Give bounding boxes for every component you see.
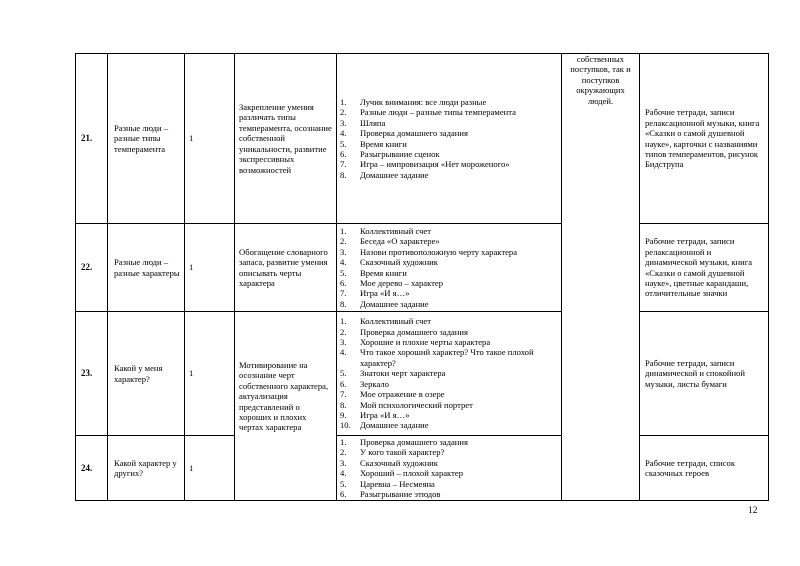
list-item [340,288,558,298]
list-item [340,128,558,138]
list-item-number: 3. [340,337,347,348]
list-item-number: 6. [340,378,347,389]
list-item [340,379,558,389]
list-item-text: Домашнее задание [360,298,429,309]
list-item-number: 3. [340,457,347,468]
list-item-number: 7. [340,389,347,400]
list-item [340,447,558,457]
list-item-text: Домашнее задание [360,169,429,180]
list-item [340,479,558,489]
expected-results: собственных поступков, так и поступков окружающих людей. [562,54,640,501]
list-item-number: 10. [340,420,351,431]
lesson-steps [337,54,562,224]
page-number: 12 [748,506,758,516]
list-item [340,468,558,478]
list-item-text: Проверка домашнего задания [360,128,468,139]
lesson-hours: 1 [185,54,235,224]
list-item-text: Время книги [360,138,407,149]
list-item-number: 3. [340,117,347,128]
list-item-text: Зеркало [360,378,389,389]
list-item-number: 2. [340,107,347,118]
list-item-text: Мое дерево – характер [360,277,444,288]
lesson-materials: Рабочие тетради, записи релаксационной и динамической музыки, книга «Сказки о самой душевной науке», цветные карандаши, отличительные значки [640,224,769,312]
list-item [340,149,558,159]
lesson-plan-table [75,53,769,501]
list-item-number: 6. [340,148,347,159]
lesson-number: 22. [76,224,108,312]
list-item-text: Знатоки черт характера [360,368,446,379]
list-item [340,437,558,447]
list-item-number: 2. [340,236,347,247]
lesson-aim: Закрепление умения различать типы темперамента, осознание собственной уникальности, развитие экспрессивных возможностей [235,54,337,224]
table-row [76,54,769,224]
list-item [340,257,558,267]
list-item-text: Что такое хороший характер? Что такое плохой характер? [360,347,534,368]
list-item-text: Игра – импровизация «Нет мороженого» [360,159,510,170]
list-item-text: Назови противоположную черту характера [360,246,518,257]
list-item [340,327,558,337]
list-item [340,389,558,399]
lesson-materials: Рабочие тетради, записи динамической и спокойной музыки, листы бумаги [640,312,769,436]
list-item [340,368,558,378]
lesson-steps [337,312,562,436]
list-item [340,247,558,257]
list-item-number: 1. [340,96,347,107]
list-item-number: 4. [340,128,347,139]
list-item-number: 4. [340,347,347,358]
lesson-aim: Обогащение словарного запаса, развитие умения описывать черты характера [235,224,337,312]
list-item-text: Разыгрывание сценок [360,148,440,159]
lesson-hours: 1 [185,224,235,312]
table-row [76,312,769,436]
list-item-text: Мое отражение в озере [360,389,445,400]
list-item-text: Разыгрывание этюдов [360,489,441,500]
list-item-text: Сказочный художник [360,457,438,468]
lesson-number: 23. [76,312,108,436]
list-item-number: 6. [340,277,347,288]
lesson-number: 21. [76,54,108,224]
lesson-materials: Рабочие тетради, записи релаксационной музыки, книга «Сказки о самой душевной науке», карточки с названиями типов темпераментов, рисунок Бидструпа [640,54,769,224]
list-item-number: 8. [340,169,347,180]
lesson-materials: Рабочие тетради, список сказочных героев [640,436,769,501]
lesson-topic: Разные люди – разные типы темперамента [108,54,185,224]
list-item-text: Сказочный художник [360,257,438,268]
list-item-number: 8. [340,298,347,309]
list-item-number: 2. [340,326,347,337]
list-item [340,420,558,430]
lesson-aim: Мотивирование на осознание черт собственного характера, актуализация представлений о хороших и плохих чертах характера [235,312,337,501]
list-item-number: 6. [340,489,347,500]
list-item [340,107,558,117]
list-item-number: 5. [340,267,347,278]
list-item-text: Царевна – Несмеяна [360,478,435,489]
lesson-hours: 1 [185,436,235,501]
list-item-text: Хорошие и плохие черты характера [360,337,491,348]
table-row [76,436,769,501]
list-item [340,458,558,468]
list-item-text: Домашнее задание [360,420,429,431]
lesson-number: 24. [76,436,108,501]
list-item [340,347,558,368]
list-item-text: Проверка домашнего задания [360,437,468,447]
list-item-number: 1. [340,316,347,327]
list-item [340,299,558,309]
list-item [340,337,558,347]
list-item [340,316,558,326]
list-item-number: 7. [340,288,347,299]
list-item [340,226,558,236]
list-item-number: 2. [340,447,347,458]
list-item [340,489,558,499]
list-item [340,400,558,410]
list-item-number: 8. [340,399,347,410]
list-item-text: У кого такой характер? [360,447,445,458]
list-item-number: 1. [340,225,347,236]
table-row [76,224,769,312]
lesson-steps [337,436,562,501]
lesson-hours: 1 [185,312,235,436]
lesson-steps [337,224,562,312]
list-item [340,236,558,246]
list-item-number: 4. [340,468,347,479]
list-item-text: Мой психологический портрет [360,399,473,410]
list-item [340,170,558,180]
list-item-text: Коллективный счет [360,316,432,327]
list-item-number: 5. [340,138,347,149]
list-item-text: Шляпа [360,117,386,128]
list-item-text: Коллективный счет [360,225,432,236]
list-item [340,97,558,107]
list-item-number: 7. [340,159,347,170]
list-item-text: Игра «И я…» [360,409,410,420]
list-item [340,410,558,420]
list-item-text: Время книги [360,267,407,278]
list-item-text: Проверка домашнего задания [360,326,468,337]
list-item [340,118,558,128]
list-item-number: 1. [340,437,347,447]
list-item-number: 5. [340,368,347,379]
list-item-number: 5. [340,478,347,489]
list-item [340,268,558,278]
list-item-text: Хороший – плохой характер [360,468,463,479]
lesson-topic: Какой характер у других? [108,436,185,501]
list-item-text: Лучик внимания: все люди разные [360,96,487,107]
list-item-text: Беседа «О характере» [360,236,440,247]
list-item-number: 9. [340,409,347,420]
list-item [340,159,558,169]
lesson-topic: Разные люди – разные характеры [108,224,185,312]
list-item-text: Игра «И я…» [360,288,410,299]
list-item-number: 3. [340,246,347,257]
list-item-number: 4. [340,257,347,268]
list-item [340,278,558,288]
list-item [340,139,558,149]
list-item-text: Разные люди – разные типы темперамента [360,107,516,118]
lesson-topic: Какой у меня характер? [108,312,185,436]
